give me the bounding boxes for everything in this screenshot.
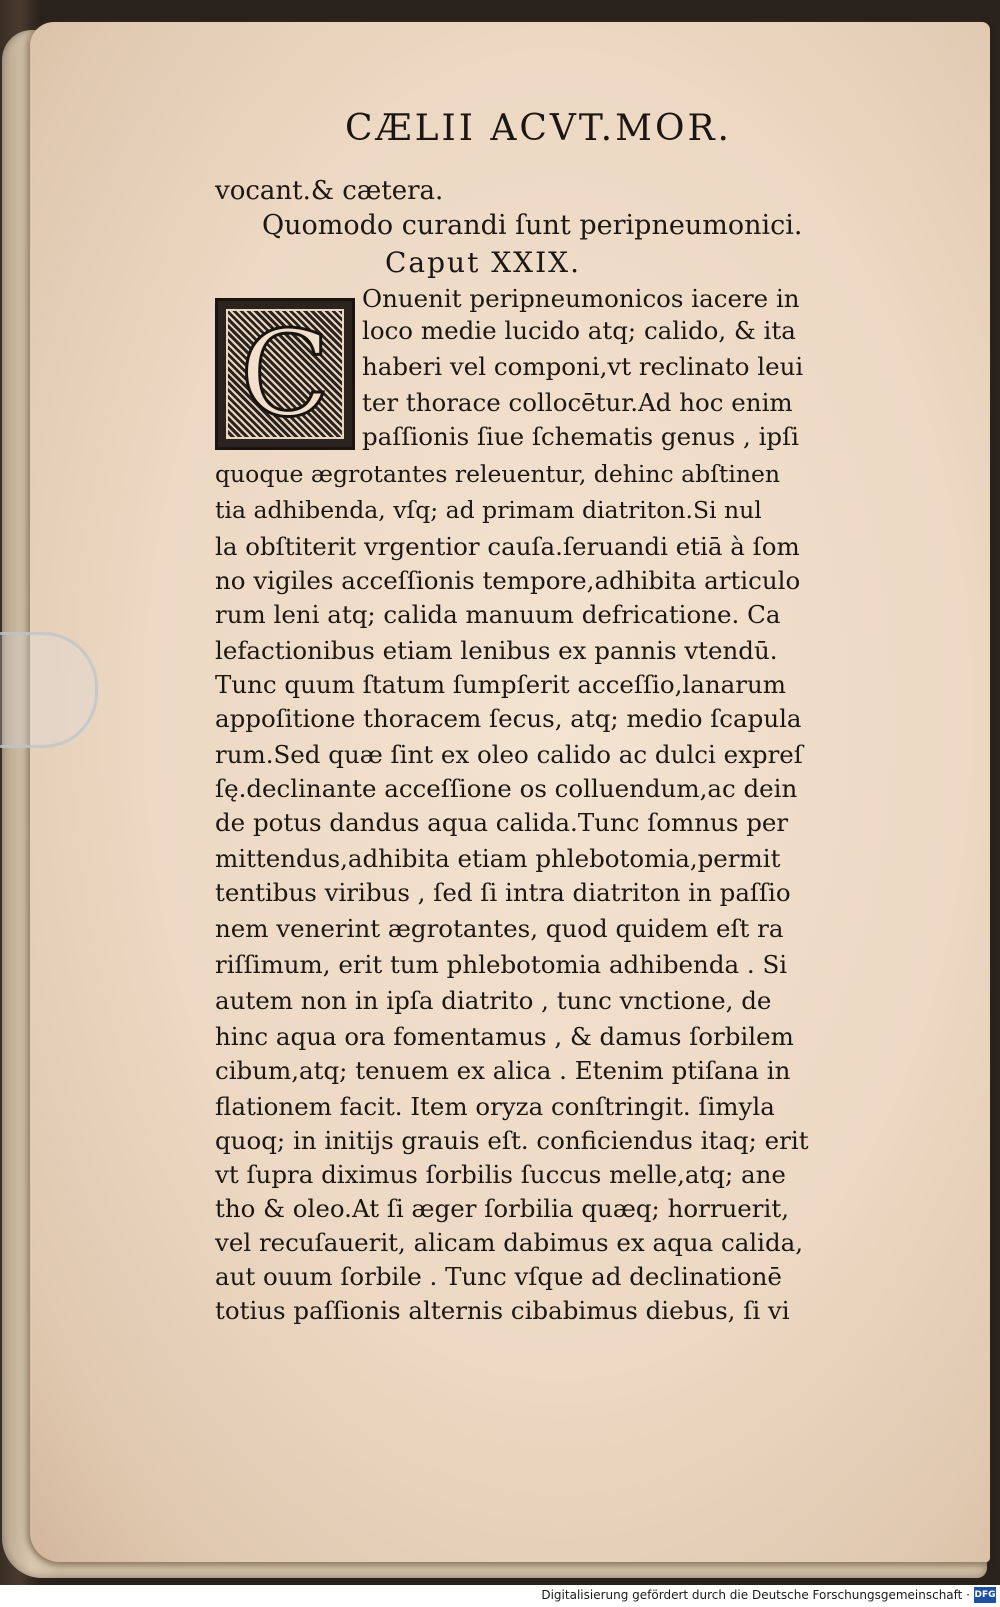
running-header: CÆLII ACVT.MOR. xyxy=(345,108,732,149)
chapter-heading: Quomodo curandi ſunt peripneumonici. xyxy=(262,210,803,241)
text-line: tia adhibenda, vſq; ad primam diatriton.Si nul xyxy=(215,496,762,524)
text-line: vocant.& cætera. xyxy=(215,176,444,206)
text-line: riſſimum, erit tum phlebotomia adhibenda . Si xyxy=(215,950,788,979)
text-line: lefactionibus etiam lenibus ex pannis vtendū. xyxy=(215,636,778,665)
text-line: autem non in ipſa diatrito , tunc vnctione, de xyxy=(215,986,772,1015)
drop-cap-letter: C xyxy=(239,305,331,443)
text-line: vt ſupra diximus ſorbilis ſuccus melle,atq; ane xyxy=(215,1160,786,1189)
text-line: Tunc quum ſtatum ſumpſerit acceſſio,lanarum xyxy=(215,670,786,699)
text-line: rum.Sed quæ ſint ex oleo calido ac dulci expreſ xyxy=(215,740,803,769)
text-line: nem venerint ægrotantes, quod quidem eſt ra xyxy=(215,914,784,943)
text-line: de potus dandus aqua calida.Tunc ſomnus per xyxy=(215,808,789,837)
text-line: hinc aqua ora fomentamus , & damus ſorbilem xyxy=(215,1022,794,1051)
chapter-number: Caput XXIX. xyxy=(385,246,581,279)
text-line: vel recuſauerit, alicam dabimus ex aqua calida, xyxy=(215,1228,804,1257)
text-line: totius paſſionis alternis cibabimus diebus, ſi vi xyxy=(215,1296,790,1325)
text-line: Onuenit peripneumonicos iacere in xyxy=(362,284,800,313)
text-line: paſſionis ſiue ſchematis genus , ipſi xyxy=(362,422,800,451)
text-line: tentibus viribus , ſed ſi intra diatriton in paſſio xyxy=(215,878,791,907)
text-line: no vigiles acceſſionis tempore,adhibita articulo xyxy=(215,566,801,595)
drop-cap-initial xyxy=(215,298,355,450)
text-line: quoque ægrotantes releuentur, dehinc abſtinen xyxy=(215,460,781,488)
text-line: aut ouum ſorbile . Tunc vſque ad declinationē xyxy=(215,1262,782,1291)
footer-credit: Digitalisierung gefördert durch die Deutsche Forschungsgemeinschaft · xyxy=(541,1588,970,1602)
text-line: haberi vel componi,vt reclinato leui xyxy=(362,352,804,381)
text-line: loco medie lucido atq; calido, & ita xyxy=(362,316,796,345)
text-line: quoq; in initijs grauis eſt. conficiendus itaq; erit xyxy=(215,1126,809,1155)
text-line: la obſtiterit vrgentior cauſa.ſeruandi etiā à ſom xyxy=(215,532,800,561)
dfg-logo-icon: DFG xyxy=(974,1587,996,1603)
text-line: tho & oleo.At ſi æger ſorbilia quæq; horruerit, xyxy=(215,1194,789,1223)
text-line: mittendus,adhibita etiam phlebotomia,permit xyxy=(215,844,781,873)
text-line: ſę.declinante acceſſione os colluendum,ac dein xyxy=(215,774,798,803)
text-line: ter thorace collocētur.Ad hoc enim xyxy=(362,388,793,417)
text-line: cibum,atq; tenuem ex alica . Etenim ptiſana in xyxy=(215,1056,791,1085)
text-line: rum leni atq; calida manuum defricatione. Ca xyxy=(215,600,781,629)
text-line: appoſitione thoracem ſecus, atq; medio ſcapula xyxy=(215,704,802,733)
text-line: flationem facit. Item oryza conſtringit. ſimyla xyxy=(215,1092,775,1121)
